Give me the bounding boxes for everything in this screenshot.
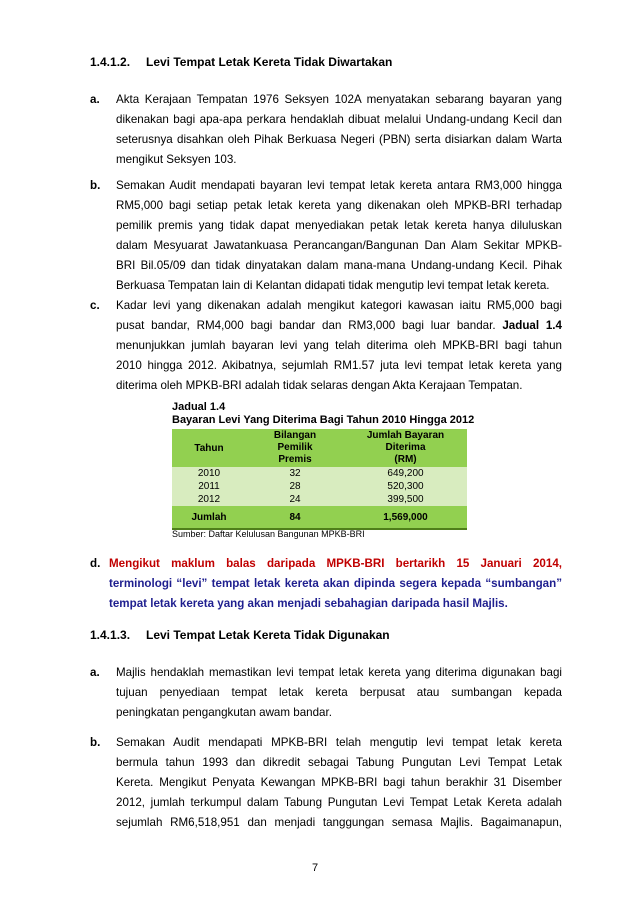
paragraph-line: Mengikut maklum balas daripada MPKB-BRI bertarikh 15 Januari 2014, xyxy=(109,557,562,570)
paragraph-line: terminologi “levi” tempat letak kereta akan dipinda segera kepada “sumbangan” xyxy=(109,577,562,590)
paragraph-line: 2010 hingga 2012. Akibatnya, sejumlah RM1.57 juta levi tempat letak kereta yang xyxy=(116,359,562,372)
paragraph-line: tujuan penyediaan tempat letak kereta berpusat atau sumbangan kepada xyxy=(116,686,562,699)
cell-jumlah: 649,200 xyxy=(344,467,467,480)
table-row xyxy=(172,493,467,506)
paragraph-c xyxy=(116,296,562,396)
total-bilangan: 84 xyxy=(246,506,344,529)
paragraph-line: seterusnya disahkan oleh Pihak Berkuasa Negeri (PBN) serta disiarkan dalam Warta xyxy=(116,133,562,146)
levi-table xyxy=(172,429,467,530)
header-line: Pemilik xyxy=(277,442,313,453)
header-line: Jumlah Bayaran xyxy=(366,430,445,441)
paragraph-line: tempat letak kereta yang akan menjadi sebahagian daripada hasil Majlis. xyxy=(109,597,508,610)
table-total-row xyxy=(172,506,467,529)
header-line: Bilangan xyxy=(273,430,317,441)
header-line: Premis xyxy=(278,454,312,465)
table-header-row xyxy=(172,429,467,467)
section-number: 1.4.1.2. xyxy=(90,55,131,69)
paragraph-line: sejumlah RM6,518,951 dan menjadi tanggungan semasa Majlis. Bagaimanapun, xyxy=(116,816,562,829)
table-caption-title: Bayaran Levi Yang Diterima Bagi Tahun 2010 Hingga 2012 xyxy=(172,414,475,426)
paragraph-a xyxy=(116,90,562,170)
cell-bilangan: 24 xyxy=(246,493,344,506)
paragraph-line: dalam Mesyuarat Jawatankuasa Perancangan/Bangunan Dan Alam Sekitar MPKB- xyxy=(116,239,562,252)
page-number: 7 xyxy=(312,862,319,874)
paragraph-line: RM5,000 bagi setiap petak letak kereta yang dikenakan oleh MPKB-BRI terhadap xyxy=(116,199,562,212)
paragraph-line: diterima oleh MPKB-BRI adalah tidak selaras dengan Akta Kerajaan Tempatan. xyxy=(116,379,523,392)
paragraph-text: pusat bandar, RM4,000 bagi bandar dan RM3,000 bagi luar bandar. xyxy=(116,319,496,332)
cell-jumlah: 520,300 xyxy=(344,480,467,493)
cell-bilangan: 32 xyxy=(246,467,344,480)
table-reference: Jadual 1.4 xyxy=(502,319,562,332)
paragraph-line: peningkatan pengangkutan awam bandar. xyxy=(116,706,332,719)
paragraph-line: Berkuasa Tempatan lain di Kelantan didapati tidak mengutip levi tempat letak kereta. xyxy=(116,279,550,292)
paragraph-line xyxy=(116,316,562,336)
table-row xyxy=(172,480,467,493)
table-source: Sumber: Daftar Kelulusan Bangunan MPKB-BRI xyxy=(172,529,365,539)
header-line: Diterima xyxy=(385,442,426,453)
paragraph-b xyxy=(116,176,562,296)
total-label: Jumlah xyxy=(172,506,246,529)
cell-tahun: 2011 xyxy=(172,480,246,493)
section-title: Levi Tempat Letak Kereta Tidak Digunakan xyxy=(146,628,390,642)
paragraph-line: Kadar levi yang dikenakan adalah mengikut kategori kawasan iaitu RM5,000 bagi xyxy=(116,299,562,312)
paragraph-d-cont xyxy=(109,574,562,614)
header-jumlah-bayaran xyxy=(344,429,467,467)
paragraph-line: Kereta. Mengikut Penyata Kewangan MPKB-BRI bagi tahun berakhir 31 Disember xyxy=(116,776,562,789)
cell-tahun: 2012 xyxy=(172,493,246,506)
section-title: Levi Tempat Letak Kereta Tidak Diwartakan xyxy=(146,55,393,69)
paragraph-letter: b. xyxy=(90,179,101,192)
paragraph-line: Semakan Audit mendapati bayaran levi tempat letak kereta antara RM3,000 hingga xyxy=(116,179,562,192)
table-caption-label: Jadual 1.4 xyxy=(172,401,226,413)
paragraph-a-2 xyxy=(116,663,562,723)
paragraph-line: pemilik premis yang tidak dapat menyediakan petak letak kereta hanya diluluskan xyxy=(116,219,562,232)
paragraph-line: Semakan Audit mendapati MPKB-BRI telah mengutip levi tempat letak kereta xyxy=(116,736,562,749)
cell-tahun: 2010 xyxy=(172,467,246,480)
cell-bilangan: 28 xyxy=(246,480,344,493)
paragraph-line: dikenakan bagi apa-apa perkara hendaklah dibuat melalui Undang-undang Kecil dan xyxy=(116,113,562,126)
paragraph-line: Akta Kerajaan Tempatan 1976 Seksyen 102A menyatakan sebarang bayaran yang xyxy=(116,93,562,106)
paragraph-line: mengikut Seksyen 103. xyxy=(116,153,237,166)
paragraph-line: bermula tahun 1993 dan dikredit sebagai Tabung Pungutan Levi Tempat Letak xyxy=(116,756,562,769)
paragraph-letter: a. xyxy=(90,666,100,679)
section-number: 1.4.1.3. xyxy=(90,628,131,642)
paragraph-line: BRI Bil.05/09 dan tidak dinyatakan dalam mana-mana Undang-undang Kecil. Pihak xyxy=(116,259,562,272)
table-row xyxy=(172,467,467,480)
paragraph-letter: c. xyxy=(90,299,100,312)
paragraph-d xyxy=(109,554,562,574)
paragraph-b-2 xyxy=(116,733,562,833)
header-tahun: Tahun xyxy=(172,429,246,467)
paragraph-line: Majlis hendaklah memastikan levi tempat letak kereta yang diterima digunakan bagi xyxy=(116,666,562,679)
cell-jumlah: 399,500 xyxy=(344,493,467,506)
paragraph-line: menunjukkan jumlah bayaran levi yang telah diterima oleh MPKB-BRI bagi tahun xyxy=(116,339,562,352)
paragraph-letter: d. xyxy=(90,557,101,570)
paragraph-letter: a. xyxy=(90,93,100,106)
paragraph-letter: b. xyxy=(90,736,101,749)
header-bilangan xyxy=(246,429,344,467)
header-line: (RM) xyxy=(394,454,417,465)
paragraph-line: 2012, jumlah terkumpul dalam Tabung Pungutan Levi Tempat Letak Kereta adalah xyxy=(116,796,562,809)
total-jumlah: 1,569,000 xyxy=(344,506,467,529)
